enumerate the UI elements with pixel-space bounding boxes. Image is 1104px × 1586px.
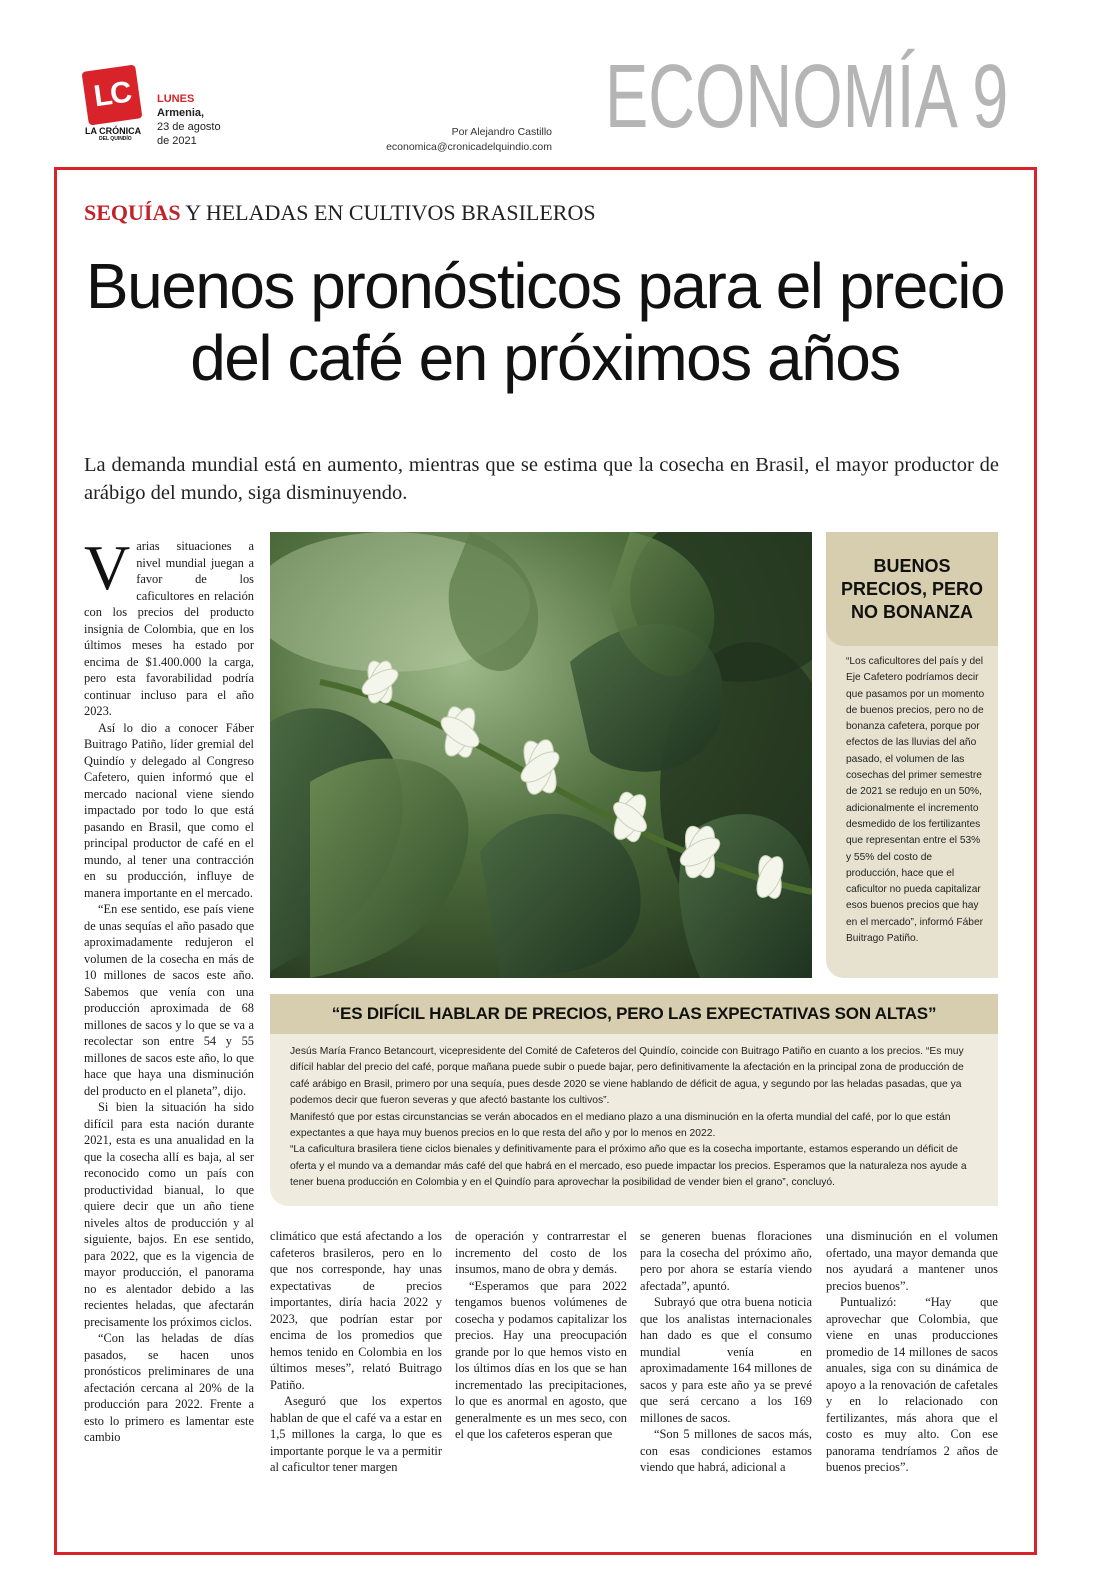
coffee-flowers-photo <box>270 532 812 978</box>
date-line-2: de 2021 <box>157 135 197 147</box>
kicker-rest: Y HELADAS EN CULTIVOS BRASILEROS <box>180 200 596 225</box>
logo-mark: LC <box>82 65 143 126</box>
body-column-4 <box>640 1228 812 1476</box>
paragraph: de operación y contrarrestar el incremento del costo de los insumos, mano de obra y demás. <box>455 1229 627 1276</box>
date-line-1: 23 de agosto <box>157 121 221 133</box>
headline-line-1: Buenos pronósticos para el precio <box>85 250 1005 322</box>
paragraph: “Con las heladas de días pasados, se hacen unos pronósticos preliminares de una afectación cercana al 20% de la producción para 2022. Frente a esto lo primero es lamentar este cambio <box>84 1331 254 1444</box>
paragraph: Aseguró que los expertos hablan de que el café va a estar en 1,5 millones la carga, lo que es importante porque le va a permitir al caficultor tener margen <box>270 1394 442 1474</box>
newspaper-logo <box>85 68 145 142</box>
deck: La demanda mundial está en aumento, mientras que se estima que la cosecha en Brasil, el mayor productor de arábigo del mundo, siga disminuyendo. <box>84 454 999 504</box>
logo-subtitle: DEL QUINDÍO <box>99 136 132 142</box>
quote-paragraph: “La caficultura brasilera tiene ciclos bienales y definitivamente para el próximo año que es la cosecha importante, estamos esperando un déficit de oferta y el mundo va a demandar más café del que habrá en el mercado, eso puede impactar los precios. Esperamos que la naturaleza nos ayude a tener buena producción en Colombia y en el Quindío para aprovechar la posibilidad de vender bien el grano”, concluyó. <box>290 1144 967 1189</box>
quote-box <box>270 994 998 1206</box>
paragraph: se generen buenas floraciones para la cosecha del próximo año, pero por ahora se estaría viendo afectada”, apuntó. <box>640 1229 812 1293</box>
body-column-2 <box>270 1228 442 1476</box>
paragraph: Así lo dio a conocer Fáber Buitrago Patiño, líder gremial del Quindío y delegado al Congreso Cafetero, quien informó que el mercado nacional viene siendo impactado por todo lo que está pasando en Brasil, que como el principal productor de café en el mundo, al tener una contracción en su producción, influye de manera importante en el mercado. <box>84 720 254 900</box>
date-block <box>157 92 221 148</box>
headline <box>60 250 1030 394</box>
sidebar-text: “Los caficultores del país y del Eje Cafetero podríamos decir que pasamos por un momento de buenos precios, pero no de bonanza cafetera, porque por efectos de las lluvias del año pasado, el volumen de las cosechas del primer semestre de 2021 se redujo en un 50%, adicionalmente el incremento desmedido de los fertilizantes que representan entre el 53% y 55% del costo de producción, hace que el caficultor no pueda capitalizar esos buenos precios que hay en el mercado”, informó Fáber Buitrago Patiño. <box>846 656 985 945</box>
kicker-highlight: SEQUÍAS <box>84 200 181 225</box>
sidebar-title: BUENOS PRECIOS, PERO NO BONANZA <box>826 532 998 646</box>
paragraph: “En ese sentido, ese país viene de unas sequías el año pasado que aproximadamente redujeron el volumen de la cosecha en más de 10 millones de sacos este año. Sabemos que venía con una producción aproximada de 68 millones de sacos y lo que se va a recolectar son entre 54 y 55 millones de sacos este año, lo que hace que haya una disminución del producto en el planeta”, dijo. <box>84 902 254 1098</box>
logo-name: LA CRÓNICA <box>85 126 142 136</box>
weekday: LUNES <box>157 93 195 105</box>
paragraph: “Son 5 millones de sacos más, con esas condiciones estamos viendo que habrá, adicional a <box>640 1427 812 1474</box>
quote-paragraph: Manifestó que por estas circunstancias se verán abocados en el mediano plazo a una disminución en la oferta mundial del café, por lo que están expectantes a que haya muy buenos precios en lo que resta del año y por lo menos en 2022. <box>290 1111 951 1140</box>
quote-box-body <box>270 1034 998 1192</box>
paragraph: Si bien la situación ha sido difícil para esta nación durante 2021, esta es una anualidad en la que la cosecha allí es baja, al ser reconocido como un país con productividad bianual, lo que quiere decir que un año tiene niveles altos de producción y al siguiente, bajos. En ese sentido, para 2022, que es la vigencia de mayor producción, el panorama no es alentador debido a las recientes heladas, que afectarán precisamente los próximos ciclos. <box>84 1100 254 1329</box>
byline-email: economica@cronicadelquindio.com <box>386 141 552 153</box>
paragraph: Puntualizó: “Hay que aprovechar que Colombia, que viene en unas producciones promedio de 14 millones de sacos anuales, siga con su dinámica de apoyo a la renovación de cafetales y en lo relacionado con fertilizantes, más ahora que el costo es muy alto. Con ese panorama tendríamos 2 años de buenos precios”. <box>826 1295 998 1474</box>
coffee-plant-illustration <box>270 532 812 978</box>
paragraph: climático que está afectando a los cafeteros brasileros, pero en lo que nos corresponde, hay unas expectativas de precios importantes, diría hacia 2022 y 2023, que podrían estar por encima de los promedios que hemos tenido en Colombia en los últimos meses”, relató Buitrago Patiño. <box>270 1229 442 1392</box>
paragraph: Subrayó que otra buena noticia que los analistas internacionales han dado es que el consumo mundial venía en aproximadamente 164 millones de sacos y para este año ya se prevé que será cercano a los 169 millones de sacos. <box>640 1295 812 1425</box>
kicker <box>84 200 596 226</box>
drop-cap: V <box>84 532 131 603</box>
sidebar-box <box>826 532 998 978</box>
section-title: ECONOMÍA 9 <box>605 47 1009 147</box>
quote-box-title: “ES DIFÍCIL HABLAR DE PRECIOS, PERO LAS EXPECTATIVAS SON ALTAS” <box>270 994 998 1034</box>
byline-author: Por Alejandro Castillo <box>451 126 552 138</box>
body-column-3 <box>455 1228 627 1443</box>
body-column-5 <box>826 1228 998 1476</box>
paragraph: Varias situaciones a nivel mundial juegan a favor de los caficultores en relación con los precios del producto insignia de Colombia, que en los últimos meses ha estado por encima de $1.400.000 la carga, pero esta favorabilidad podría continuar incluso para el año 2023. <box>84 532 254 718</box>
quote-paragraph: Jesús María Franco Betancourt, vicepresidente del Comité de Cafeteros del Quindío, coincide con Buitrago Patiño en cuanto a los precios. “Es muy difícil hablar del precio del café, porque mañana puede subir o puede bajar, pero definitivamente la afectación en la principal zona de producción de café arábigo en Brasil, primero por una sequía, pues desde 2020 se viene hablando de déficit de agua, y segundo por las heladas pasadas, que ya podemos decir que fueron severas y que afectó bastante los cultivos”. <box>290 1046 964 1107</box>
city: Armenia, <box>157 107 205 119</box>
headline-line-2: del café en próximos años <box>190 322 900 394</box>
paragraph: una disminución en el volumen ofertado, una mayor demanda que nos ayudará a mantener unos precios buenos”. <box>826 1229 998 1293</box>
paragraph: “Esperamos que para 2022 tengamos buenos volúmenes de cosecha y podamos capitalizar los precios. Hay una preocupación grande por lo que hemos visto en los últimos días en los que se han incrementado las precipitaciones, lo que es anormal en agosto, que generalmente es un mes seco, con el que los cafeteros esperan que <box>455 1278 627 1441</box>
byline <box>380 125 552 155</box>
body-column-1 <box>84 532 254 1446</box>
